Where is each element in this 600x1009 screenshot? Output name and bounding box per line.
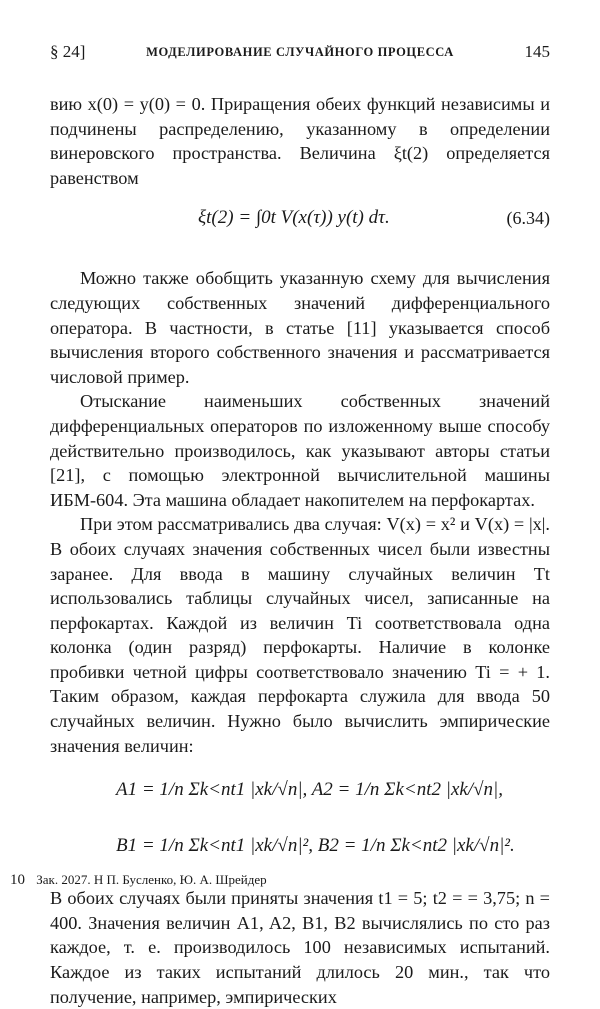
printer-footer	[10, 872, 267, 889]
formula-6-34-expression: ξt(2) = ∫0t V(x(τ)) y(t) dτ.	[198, 207, 390, 229]
paragraph-5: В обоих случаях были приняты значения t1 = 5; t2 = = 3,75; n = 400. Значения величин A1, A2, B1, B2 вычислялись по сто раз каждое, т. е. производилось 100 независимых испытаний. Каждое из таких испытаний длилось 20 мин., так что получение, например, эмпирических	[50, 888, 550, 1007]
paragraph-2: Можно также обобщить указанную схему для вычисления следующих собственных значений дифференциального оператора. В частности, в статье [11] указывается способ вычисления второго собственного значения и рассматривается числовой пример.	[50, 268, 550, 387]
page-number: 145	[524, 42, 550, 61]
running-header	[50, 42, 550, 66]
paragraph-3: Отыскание наименьших собственных значений дифференциальных операторов по изложенному выше способу действительно производилось, как указывают авторы статьи [21], с помощью электронной вычислительной машины ИБМ-604. Эта машина обладает накопителем на перфокартах.	[50, 391, 550, 510]
formula-6-34-label: (6.34)	[506, 208, 550, 229]
formula-a: A1 = 1/n Σk<nt1 |xk/√n|, A2 = 1/n Σk<nt2 |xk/√n|,	[116, 779, 504, 801]
section-reference: § 24]	[50, 42, 86, 61]
formula-b: B1 = 1/n Σk<nt1 |xk/√n|², B2 = 1/n Σk<nt2 |xk/√n|².	[116, 835, 515, 857]
signature-mark: 10	[10, 872, 25, 888]
formula-6-34	[50, 194, 550, 262]
formula-block-ab	[50, 764, 550, 880]
running-title: МОДЕЛИРОВАНИЕ СЛУЧАЙНОГО ПРОЦЕССА	[146, 45, 454, 59]
footer-text: Зак. 2027. Н П. Бусленко, Ю. А. Шрейдер	[36, 872, 267, 887]
paragraph-4: При этом рассматривались два случая: V(x) = x² и V(x) = |x|. В обоих случаях значения собственных чисел были известны заранее. Для ввода в машину случайных величин Tt использовались таблицы случайных чисел, записанные на перфокартах. Каждой из величин Ti соответствовала одна колонка (один разряд) перфокарты. Наличие в колонке пробивки четной цифры соответствовало значению Ti = + 1. Таким образом, каждая перфокарта служила для ввода 50 случайных величин. Нужно было вычислить эмпирические значения величин:	[50, 514, 550, 756]
paragraph-1: вию x(0) = y(0) = 0. Приращения обеих функций независимы и подчинены распределению, указанному в определении винеровского пространства. Величина ξt(2) определяется равенством	[50, 94, 550, 188]
